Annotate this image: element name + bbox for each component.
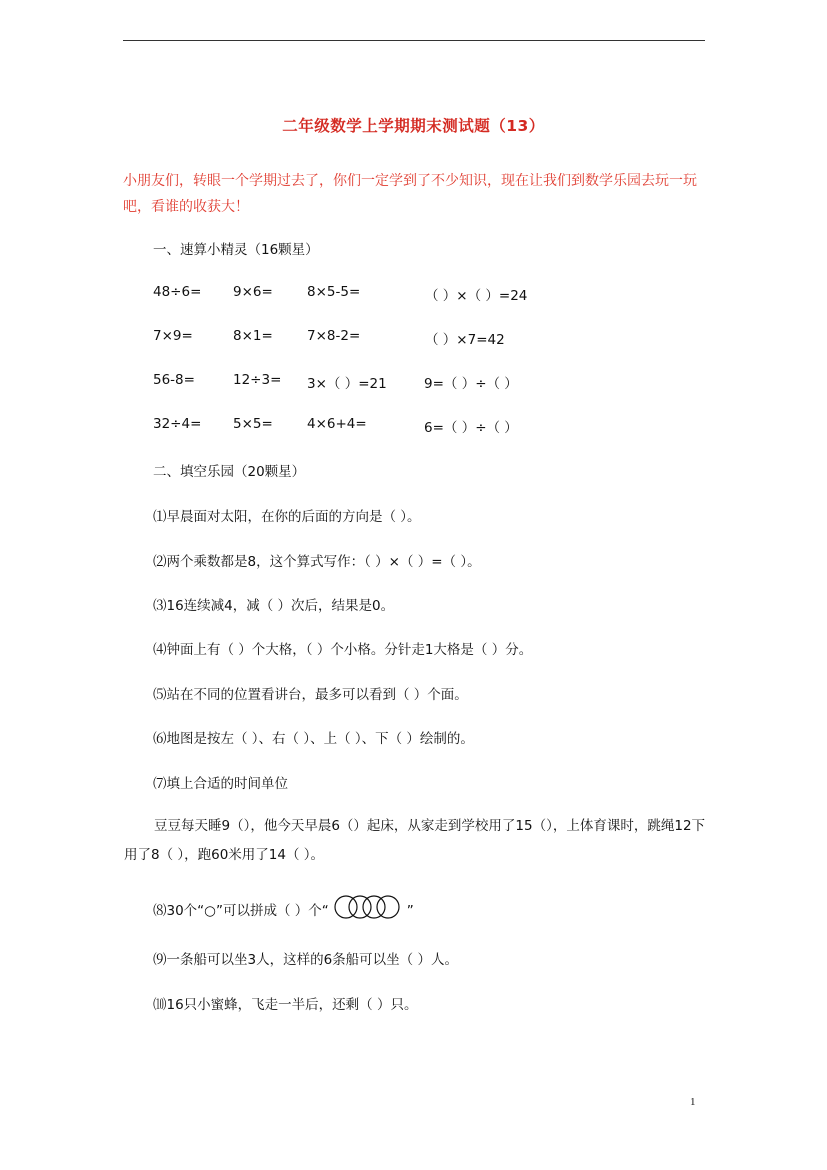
calc-r1-c3: 8×5-5= bbox=[307, 284, 361, 300]
page-number: 1 bbox=[690, 1096, 696, 1108]
header-rule bbox=[123, 40, 705, 41]
calc-r3-c4: 9=（ ）÷（ ） bbox=[424, 376, 518, 392]
page-title: 二年级数学上学期期末测试题（13） bbox=[282, 117, 545, 135]
question-9: ⑼一条船可以坐3人，这样的6条船可以坐（ ）人。 bbox=[153, 952, 458, 968]
calc-r1-c4: （ ）×（ ）=24 bbox=[425, 288, 528, 304]
calc-r1-c2: 9×6= bbox=[233, 284, 273, 300]
question-1: ⑴早晨面对太阳，在你的后面的方向是（ ）。 bbox=[153, 509, 421, 525]
question-8 bbox=[153, 898, 414, 924]
question-8-text: ⑻30个“○”可以拼成（ ）个“ bbox=[153, 903, 329, 919]
question-5: ⑸站在不同的位置看讲台，最多可以看到（ ）个面。 bbox=[153, 687, 468, 703]
calc-r3-c3: 3×（ ）=21 bbox=[307, 376, 387, 392]
calc-r2-c1: 7×9= bbox=[153, 328, 193, 344]
calc-r4-c3: 4×6+4= bbox=[307, 416, 367, 432]
question-6: ⑹地图是按左（ ）、右（ ）、上（ ）、下（ ）绘制的。 bbox=[153, 731, 474, 747]
question-8-close-quote: ” bbox=[406, 903, 414, 919]
calc-r1-c1: 48÷6= bbox=[153, 284, 202, 300]
calc-r2-c3: 7×8-2= bbox=[307, 328, 361, 344]
question-3: ⑶16连续减4，减（ ）次后，结果是0。 bbox=[153, 598, 395, 614]
calc-r2-c4: （ ）×7=42 bbox=[425, 332, 505, 348]
calc-r4-c1: 32÷4= bbox=[153, 416, 202, 432]
calc-r4-c2: 5×5= bbox=[233, 416, 273, 432]
question-4: ⑷钟面上有（ ）个大格，（ ）个小格。分针走1大格是（ ）分。 bbox=[153, 642, 533, 658]
calc-r4-c4: 6=（ ）÷（ ） bbox=[424, 420, 518, 436]
calc-r3-c2: 12÷3= bbox=[233, 372, 282, 388]
question-7: ⑺填上合适的时间单位 bbox=[153, 776, 288, 792]
calc-r2-c2: 8×1= bbox=[233, 328, 273, 344]
section2-heading: 二、填空乐园（20颗星） bbox=[153, 464, 306, 480]
section1-heading: 一、速算小精灵（16颗星） bbox=[153, 242, 319, 258]
question-2: ⑵两个乘数都是8，这个算式写作：（ ）×（ ）=（ ）。 bbox=[153, 554, 481, 570]
question-7-text: 豆豆每天睡9（），他今天早晨6（）起床，从家走到学校用了15（），上体育课时，跳绳12下用了8（ ），跑60米用了14（ ）。 bbox=[124, 818, 706, 863]
question-10: ⑽16只小蜜蜂，飞走一半后，还剩（ ）只。 bbox=[153, 997, 418, 1013]
intro-text: 小朋友们，转眼一个学期过去了，你们一定学到了不少知识，现在让我们到数学乐园去玩一玩吧，看谁的收获大！ bbox=[123, 173, 697, 215]
rings-icon bbox=[330, 894, 406, 920]
calc-r3-c1: 56-8= bbox=[153, 372, 195, 388]
